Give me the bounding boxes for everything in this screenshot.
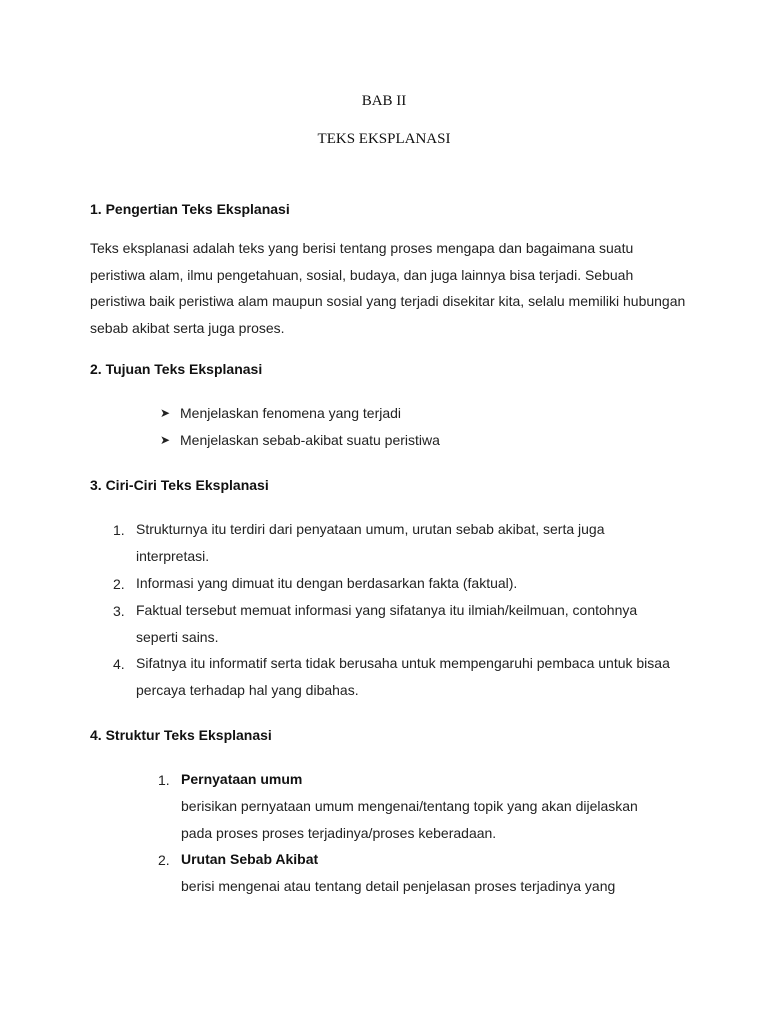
list-item-title: Pernyataan umum [181,771,303,787]
list-item-text: Menjelaskan sebab-akibat suatu peristiwa [180,432,440,448]
list-item-text: Informasi yang dimuat itu dengan berdasarkan fakta (faktual). [136,575,518,591]
list-item-text: Faktual tersebut memuat informasi yang sifatanya itu ilmiah/keilmuan, contohnya seperti sains. [136,602,638,645]
list-item-number: 2. [113,576,125,592]
list-item-text: Strukturnya itu terdiri dari penyataan umum, urutan sebab akibat, serta juga interpretasi. [136,521,605,564]
list-item-number: 2. [158,852,170,868]
list-item-number: 3. [113,603,125,619]
list-item [160,405,401,421]
arrow-bullet-icon: ➤ [160,433,171,447]
section-paragraph-pengertian: Teks eksplanasi adalah teks yang berisi tentang proses mengapa dan bagaimana suatu peristiwa alam, ilmu pengetahuan, sosial, budaya, dan juga lainnya bisa terjadi. Sebuah peristiwa baik peristiwa alam maupun sosial yang terjadi disekitar kita, selalu memiliki hubungan sebab akibat serta juga proses. [90,240,686,336]
section-heading-ciri-ciri: 3. Ciri-Ciri Teks Eksplanasi [90,477,269,493]
section-heading-struktur: 4. Struktur Teks Eksplanasi [90,727,272,743]
section-heading-tujuan: 2. Tujuan Teks Eksplanasi [90,361,263,377]
chapter-title: TEKS EKSPLANASI [317,131,451,147]
list-item-text: berisi mengenai atau tentang detail penjelasan proses terjadinya yang [181,878,616,894]
list-item-text: Menjelaskan fenomena yang terjadi [180,405,402,421]
list-item [160,432,440,448]
list-item-number: 1. [113,522,125,538]
list-item-text: berisikan pernyataan umum mengenai/tentang topik yang akan dijelaskan pada proses proses terjadinya/proses keberadaan. [181,798,638,841]
list-item-number: 4. [113,656,125,672]
chapter-label: BAB II [361,93,407,109]
arrow-bullet-icon: ➤ [160,406,171,420]
list-item-title: Urutan Sebab Akibat [181,851,319,867]
list-item-text: Sifatnya itu informatif serta tidak berusaha untuk mempengaruhi pembaca untuk bisaa percaya terhadap hal yang dibahas. [136,655,670,698]
list-item-number: 1. [158,772,170,788]
section-heading-pengertian: 1. Pengertian Teks Eksplanasi [90,201,290,217]
